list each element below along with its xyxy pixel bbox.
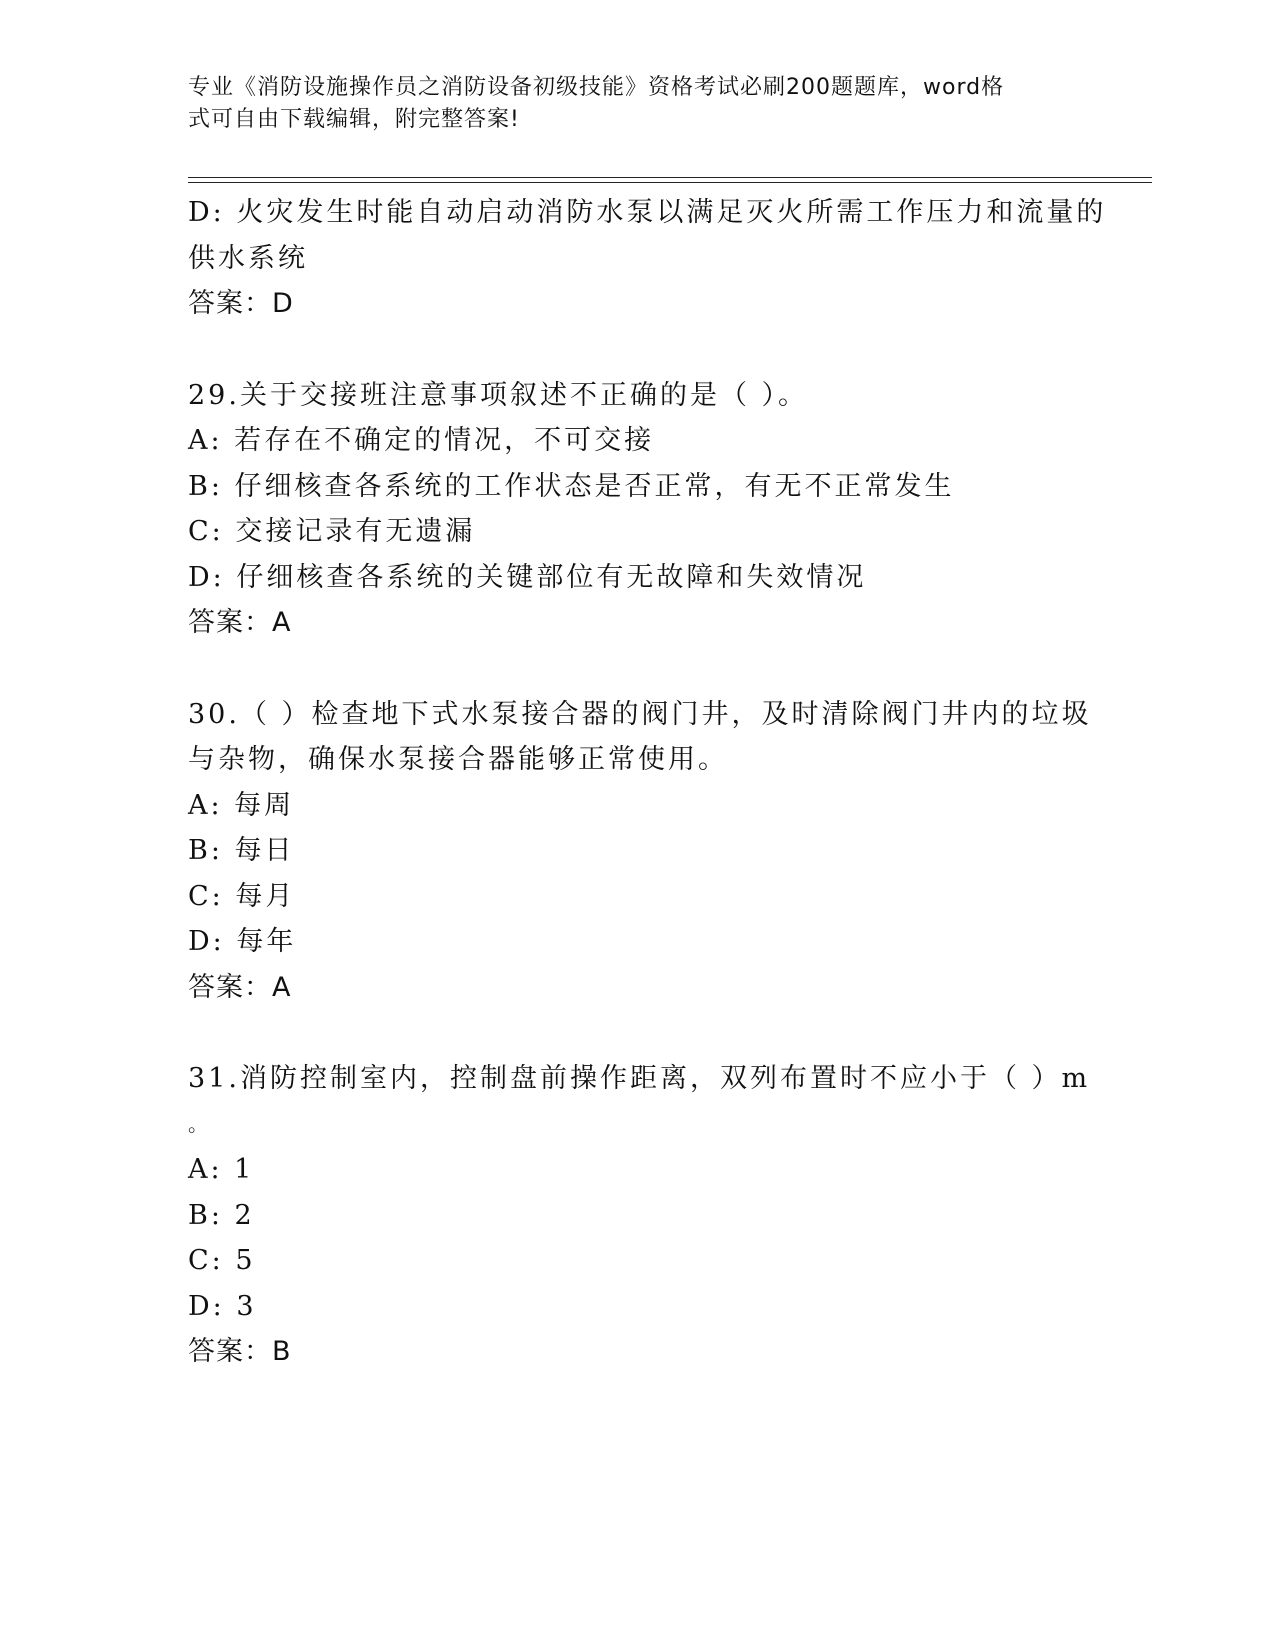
question-31-stem-line-2: 。 xyxy=(188,1111,211,1136)
question-29 xyxy=(188,373,1088,646)
question-31-option-b: B: 2 xyxy=(188,1199,255,1231)
question-30 xyxy=(188,692,1092,1011)
question-28-continued xyxy=(188,190,1107,327)
question-31-option-a: A: 1 xyxy=(188,1154,255,1185)
question-31 xyxy=(188,1056,1091,1375)
question-29-option-c: C: 交接记录有无遗漏 xyxy=(188,516,476,547)
document-header xyxy=(188,72,1068,136)
question-30-option-c: C: 每月 xyxy=(188,880,296,912)
header-line-2: 式可自由下载编辑，附完整答案! xyxy=(188,107,520,132)
question-30-option-d: D: 每年 xyxy=(188,926,297,957)
question-29-option-a: A: 若存在不确定的情况，不可交接 xyxy=(188,425,655,456)
answer-31: 答案：B xyxy=(188,1336,292,1367)
spacer xyxy=(188,1010,1088,1056)
answer-29: 答案：A xyxy=(188,607,292,638)
answer-30: 答案：A xyxy=(188,971,292,1003)
question-30-stem-line-2: 与杂物，确保水泵接合器能够正常使用。 xyxy=(188,744,728,775)
spacer xyxy=(188,327,1088,373)
answer-28: 答案：D xyxy=(188,288,294,319)
question-31-option-c: C: 5 xyxy=(188,1245,256,1276)
header-line-1: 专业《消防设施操作员之消防设备初级技能》资格考试必刷200题题库，word格 xyxy=(188,75,1005,100)
question-30-stem-line-1: 30.（ ）检查地下式水泵接合器的阀门井，及时清除阀门井内的垃圾 xyxy=(188,698,1092,730)
option-d-line-2: 供水系统 xyxy=(188,242,308,274)
option-d-line-1: D: 火灾发生时能自动启动消防水泵以满足灭火所需工作压力和流量的 xyxy=(188,197,1107,228)
header-divider-top xyxy=(188,177,1152,178)
header-divider-bottom xyxy=(188,182,1152,183)
question-31-stem-line-1: 31.消防控制室内，控制盘前操作距离，双列布置时不应小于（ ）m xyxy=(188,1063,1091,1094)
spacer xyxy=(188,646,1088,692)
question-30-option-a: A: 每周 xyxy=(188,789,295,821)
question-29-option-d: D: 仔细核查各系统的关键部位有无故障和失效情况 xyxy=(188,561,867,593)
question-29-option-b: B: 仔细核查各系统的工作状态是否正常，有无不正常发生 xyxy=(188,470,955,502)
question-content xyxy=(188,190,1107,1375)
question-29-stem: 29.关于交接班注意事项叙述不正确的是（ ）。 xyxy=(188,379,809,411)
question-30-option-b: B: 每日 xyxy=(188,835,295,866)
question-31-option-d: D: 3 xyxy=(188,1290,257,1322)
